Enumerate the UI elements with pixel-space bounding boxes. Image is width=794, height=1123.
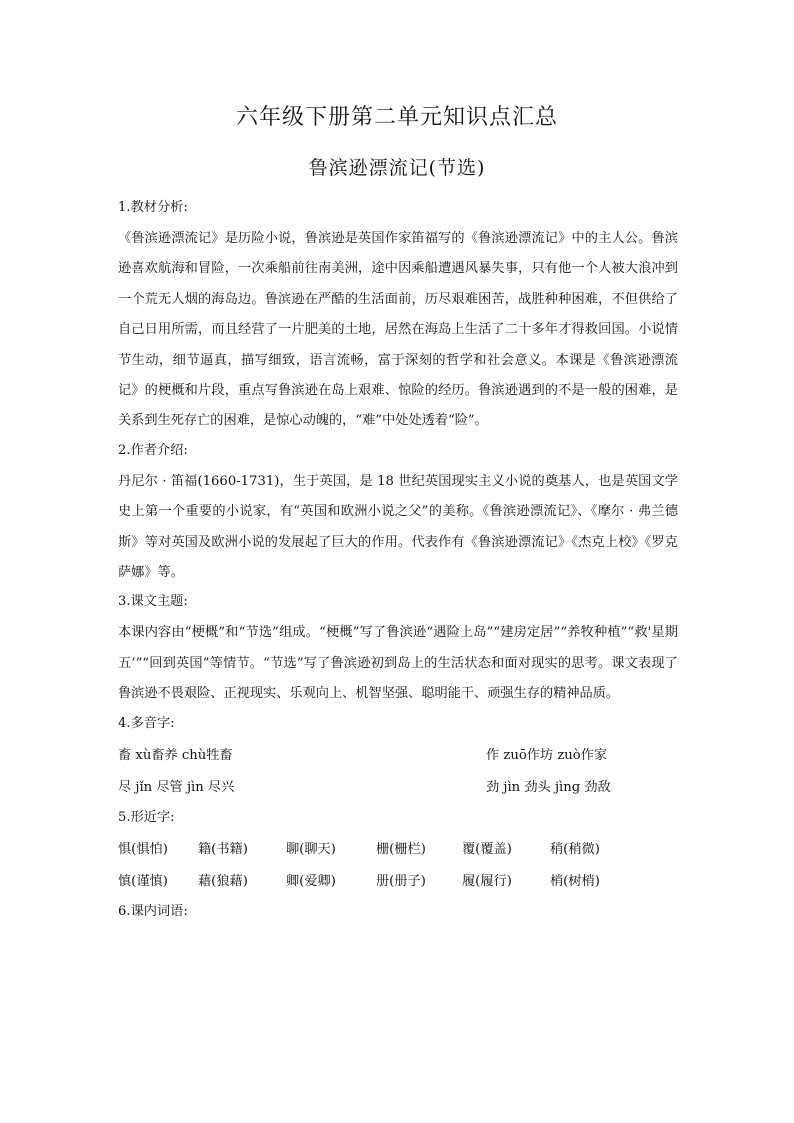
similar-entry: 籍(书籍) [198, 841, 248, 857]
document-body [118, 196, 678, 928]
polyphonic-row [118, 740, 678, 772]
section-paragraph: 《鲁滨逊漂流记》是历险小说，鲁滨逊是英国作家笛福写的《鲁滨逊漂流记》中的主人公。鲁滨逊喜欢航海和冒险，一次乘船前往南美洲，途中因乘船遭遇风暴失事，只有他一个人被大浪冲到一个荒无人烟的海岛边。鲁滨逊在严酷的生活面前，历尽艰难困苦，战胜种种困难，不但供给了自己日用所需，而且经营了一片肥美的土地，居然在海岛上生活了二十多年才得救回国。小说情节生动，细节逼真，描写细致，语言流畅，富于深刻的哲学和社会意义。本课是《鲁滨逊漂流记》的梗概和片段，重点写鲁滨逊在岛上艰难、惊险的经历。鲁滨逊遇到的不是一般的困难，是关系到生死存亡的困难，是惊心动魄的，“难”中处处透着“险”。 [118, 231, 678, 429]
section-theme [118, 590, 678, 709]
section-heading: 1.教材分析: [118, 200, 188, 215]
similar-row [118, 866, 678, 898]
section-heading: 6.课内词语: [118, 903, 188, 919]
polyphonic-row [118, 772, 678, 804]
similar-entry: 慎(谨慎) [118, 873, 168, 889]
similar-entry: 履(履行) [462, 873, 512, 889]
section-analysis [118, 196, 678, 437]
polyphonic-entry: 劲 jìn 劲头 jìng 劲敌 [486, 779, 611, 795]
section-polyphonic [118, 712, 678, 804]
page-subtitle: 鲁滨逊漂流记(节选) [308, 157, 486, 179]
similar-entry: 册(册子) [376, 873, 426, 889]
similar-entry: 聊(聊天) [286, 841, 336, 857]
section-heading: 3.课文主题: [118, 594, 188, 610]
similar-entry: 梢(树梢) [550, 873, 600, 889]
similar-entry: 卿(爱卿) [286, 873, 336, 889]
section-similar-characters [118, 806, 678, 898]
section-heading: 2.作者介绍: [118, 442, 188, 458]
polyphonic-entry: 畜 xù畜养 chù牲畜 [118, 747, 233, 763]
polyphonic-entry: 尽 jǐn 尽管 jìn 尽兴 [118, 779, 235, 795]
similar-entry: 栅(栅栏) [376, 841, 426, 857]
section-paragraph: 丹尼尔 · 笛福(1660-1731)，生于英国，是 18 世纪英国现实主义小说的奠基人，也是英国文学史上第一个重要的小说家，有“英国和欧洲小说之父”的美称。《鲁滨逊漂流记》、《摩尔 · 弗兰德斯》等对英国及欧洲小说的发展起了巨大的作用。代表作有《鲁滨逊漂流记》《杰克上校》《罗克萨娜》等。 [118, 473, 678, 581]
section-heading: 4.多音字: [118, 715, 175, 731]
similar-entry: 覆(覆盖) [462, 841, 512, 857]
similar-entry: 稍(稍微) [550, 841, 600, 857]
similar-entry: 藉(狼藉) [198, 873, 248, 889]
similar-row [118, 834, 678, 866]
similar-entry: 惧(惧怕) [118, 841, 168, 857]
section-author [118, 439, 678, 589]
section-heading: 5.形近字: [118, 809, 175, 825]
section-vocabulary [118, 900, 678, 924]
polyphonic-entry: 作 zuō作坊 zuò作家 [486, 747, 608, 763]
section-paragraph: 本课内容由“梗概”和“节选”组成。“梗概”写了鲁滨逊“遇险上岛”“建房定居”“养牧种植”“救'星期五’”“回到英国”等情节。“节选”写了鲁滨逊初到岛上的生活状态和面对现实的思考。课文表现了鲁滨逊不畏艰险、正视现实、乐观向上、机智坚强、聪明能干、顽强生存的精神品质。 [118, 625, 678, 702]
page-title: 六年级下册第二单元知识点汇总 [235, 105, 558, 130]
